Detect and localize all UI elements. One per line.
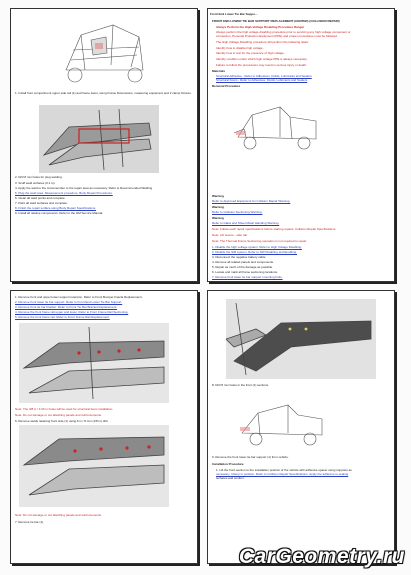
step-link[interactable]: 5. Plug the weld area. Measurement procedure. Body Repair Procedures. (15, 191, 113, 195)
materials-heading: Materials (212, 69, 226, 73)
step-link[interactable]: 8. Finish the repair surface using Body Repair Specifications. (15, 206, 97, 210)
figure-caption: 1. Install front compartment upper side rail (1) and frame lower, using Frame Dimensions, measuring equipment and 2 clamp fixtures. (15, 91, 192, 95)
step-line: 3. Disconnect the negative battery cable. (212, 255, 267, 259)
install-step-line: surfaces and confirm. (216, 476, 245, 480)
removal-heading: Removal Procedure (212, 84, 241, 88)
document-page-3 (10, 290, 198, 564)
step-link[interactable]: 7. Remove front lower tie bar support mounting bolts. (212, 275, 283, 279)
note-text: Note: Lift secure - side rail. (212, 233, 248, 237)
warning-heading: Warning (212, 194, 224, 198)
step-line: 6. Locate and mark all frame sectioning locations. (212, 270, 278, 274)
step-link[interactable]: 2. Disable the SIR system. Refer to SIR Disabling and Enabling. (212, 250, 298, 254)
document-page-4 (207, 290, 395, 564)
note-text: Note: The Thermal Frame Sectioning operation is not required to repair. (212, 239, 307, 243)
step-link[interactable]: 3. Remove front tie bar bracket. Refer to Front Tie Bar Bracket Replacement. (15, 305, 118, 309)
figure-caption: 2. Drill 8 mm holes for plug welding. (15, 175, 63, 179)
danger-text: Identify condition under which high voltage PPE is always necessary. (216, 57, 308, 61)
warning-heading: Warning (212, 205, 224, 209)
step-line: 4. Remove all related panels and components. (212, 260, 274, 264)
material-link[interactable]: Structural Foam - Refer to Adhesives, Fluids, Lubricants and Sealers (216, 78, 308, 82)
frame-section-figure (226, 299, 376, 379)
figure-caption: 9. Remove the front lower tie bar support (1) from vehicle. (212, 455, 289, 459)
procedure-title: FRONT END LOWER TIE BAR SUPPORT REPLACEMENT (CENTER) (COLLISION REPAIR) (212, 19, 340, 23)
step-line: 4. Apply the weld to the crossmember to the repair area as necessary. Refer to Recommended Welding (15, 186, 153, 190)
weld-removal-figure (19, 425, 169, 507)
installation-heading: Installation Procedure (212, 462, 244, 466)
note-text: Note: The 3/8 in / 1/16 in holes will be used for structural foam installation. (15, 407, 114, 411)
warning-heading: Warning (212, 216, 224, 220)
danger-text: connection. Personal Protection Equipment (PPE) and proper procedures must be followed. (216, 34, 338, 38)
danger-heading: Always Perform the High-Voltage Disabling Procedure Danger (216, 25, 305, 29)
danger-text: Identify how to disable high voltage. (216, 46, 264, 50)
tie-bar-figure (19, 323, 169, 403)
step-line: 6. Clean all weld points and complete. (15, 196, 66, 200)
install-step-line: 1. Lift the front section to the installation position of the vehicle with adhesive spacer using supports as (216, 468, 352, 472)
document-page-2 (207, 8, 395, 282)
note-text: Note: Do not damage or cut attaching panels and reinforcements. (15, 413, 102, 417)
danger-text: The High Voltage Disabling procedure will perform the following tasks: (216, 40, 309, 44)
warning-link[interactable]: Refer to Collision Sectioning Warning. (212, 210, 263, 214)
danger-text: Identify how to test for the presence of high voltage. (216, 51, 285, 55)
step-line: 7. Paint all weld surfaces and complete. (15, 201, 68, 205)
step-line: 7. Remove tie bar (1). (15, 520, 45, 524)
step-line: 6. Remove welds retaining front side (1) using 6 in / 8 mm (1/8 in) drill. (15, 419, 109, 423)
danger-text: Failure to follow the procedures may result in serious injury or death. (216, 63, 307, 67)
step-link[interactable]: 5. Remove the front frame rail. Refer to Front Frame Rail Replacement. (15, 315, 110, 319)
step-line: 9. Install all relative components. Refer to the GM Service Manual. (15, 211, 104, 215)
material-link[interactable]: Structural Adhesive - Refer to Adhesives, Fluids, Lubricants and Sealers (216, 74, 312, 78)
figure-caption: 8. Drill 8 mm holes in the front (1) sections. (212, 383, 270, 387)
note-text: Note: Do not damage or cut attaching panels and reinforcements. (15, 513, 102, 517)
truck-body-figure (230, 93, 320, 159)
warning-link[interactable]: Refer to Glass and Sheet Metal Handling Warning. (212, 221, 280, 225)
document-page-1 (10, 8, 198, 282)
warning-link[interactable]: Refer to Approved Equipment for Collision Repair Warning. (212, 199, 291, 203)
step-link[interactable]: 2. Remove front lower tie bar support. Refer to Front End Lower Tie Bar Support. (15, 300, 123, 304)
vehicle-frame-figure (51, 15, 151, 90)
step-link[interactable]: 1. Disable the high voltage system. Refer to High Voltage Disabling. (212, 245, 302, 249)
watermark-logo: CarGeometry.ru (238, 545, 405, 568)
step-line: 1. Remove front and upper lower support retention. Refer to Front Bumper Fascia Replacement. (15, 295, 143, 299)
note-text: Note: Follow each repair specifications before starting repairs. Collision Repair Specifications. (212, 227, 337, 231)
danger-text: Always perform the high voltage disabling procedure prior to servicing any high voltage component or (216, 30, 351, 34)
page-header: Front End Lower Tie Bar Suppo... (210, 12, 258, 16)
side-rail-figure (39, 105, 159, 173)
step-line: 5. Repair as much of the damage as possible. (212, 265, 274, 269)
step-line: 3. Scuff weld surfaces (0.1 in). (15, 181, 56, 185)
step-link[interactable]: 4. Remove the front frame rail upper and lower. Refer to Front Frame Rail Sectioning. (15, 310, 129, 314)
vehicle-side-figure (236, 393, 326, 453)
install-step-link[interactable]: necessary. Clamp in position. Refer to Collision Repair Specifications. Apply the adhesive to sealing (216, 472, 349, 476)
